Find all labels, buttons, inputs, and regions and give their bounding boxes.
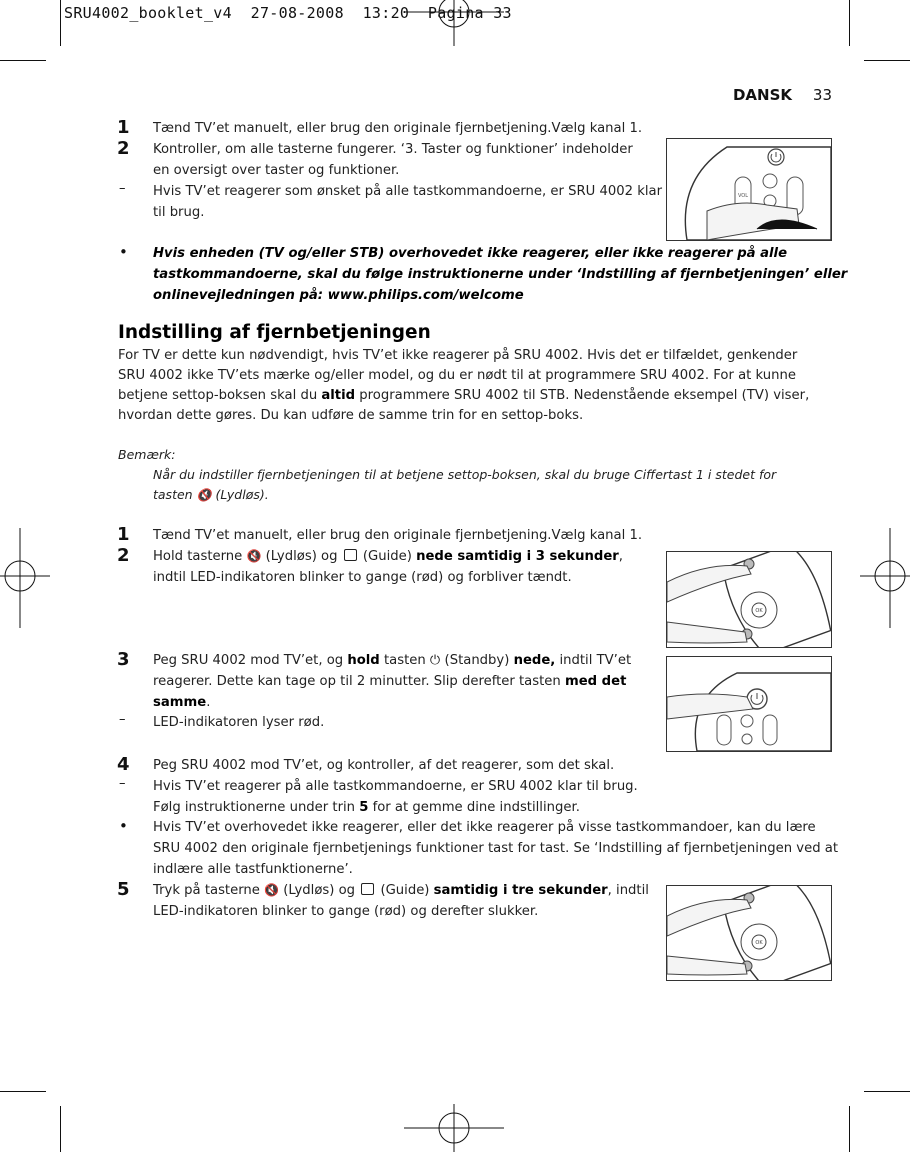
step-text: Kontroller, om alle tasterne fungerer. ‘3. Taster og funktioner’ indeholder	[153, 142, 633, 157]
mute-icon: 🔇	[196, 488, 212, 502]
step-text: Tænd TV’et manuelt, eller brug den originale fjernbetjening.Vælg kanal 1.	[153, 528, 643, 543]
header-language: DANSK	[732, 86, 792, 104]
step-text: reagerer. Dette kan tage op til 2 minutter. Slip derefter tasten med det	[153, 674, 627, 689]
crop-mark	[864, 60, 910, 61]
step-number: 2	[117, 545, 130, 566]
print-slug: SRU4002_booklet_v4 27-08-2008 13:20 Pagina 33	[64, 4, 512, 22]
step-text: indtil LED-indikatoren blinker to gange (rød) og forbliver tændt.	[153, 570, 572, 585]
step-number: 1	[117, 524, 130, 545]
bullet: •	[119, 817, 128, 835]
step-text: Peg SRU 4002 mod TV’et, og hold tasten ⏻ (Standby) nede, indtil TV’et	[153, 653, 632, 668]
crop-mark	[849, 0, 850, 46]
result-text: Følg instruktionerne under trin 5 for at gemme dine indstillinger.	[153, 800, 580, 815]
note-label: Bemærk:	[118, 447, 176, 462]
page-number: 33	[812, 86, 832, 104]
guide-icon	[344, 549, 357, 561]
paragraph-line: hvordan dette gøres. Du kan udføre de samme trin for en settop-boks.	[118, 408, 584, 423]
ok-label: OK	[755, 940, 763, 946]
registration-mark	[860, 528, 910, 628]
dash: –	[119, 776, 126, 791]
crop-mark	[0, 60, 46, 61]
step-text: en oversigt over taster og funktioner.	[153, 163, 400, 178]
step-number: 2	[117, 138, 130, 159]
note-text: tasten 🔇 (Lydløs).	[153, 487, 269, 502]
registration-mark	[0, 528, 50, 628]
bullet-text: SRU 4002 den originale fjernbetjenings funktioner tast for tast. Se ‘Indstilling af fjernbetjeningen ved at	[153, 841, 839, 856]
step-number: 1	[117, 117, 130, 138]
warning-text: onlinevejledningen på: www.philips.com/welcome	[153, 288, 524, 303]
registration-mark	[404, 1104, 504, 1152]
step-text: LED-indikatoren blinker to gange (rød) og derefter slukker.	[153, 904, 539, 919]
bullet: •	[119, 243, 128, 261]
result-text: Hvis TV’et reagerer på alle tastkommandoerne, er SRU 4002 klar til brug.	[153, 779, 638, 794]
mute-icon: 🔇	[246, 549, 262, 563]
bullet-text: Hvis TV’et overhovedet ikke reagerer, eller det ikke reagerer på visse tastkommandoer, kan du lære	[153, 820, 816, 835]
step-number: 3	[117, 649, 130, 670]
result-text: Hvis TV’et reagerer som ønsket på alle tastkommandoerne, er SRU 4002 klar	[153, 184, 663, 199]
remote-illustration	[666, 138, 832, 241]
warning-text: tastkommandoerne, skal du følge instruktionerne under ‘Indstilling af fjernbetjeningen’ eller	[153, 267, 848, 282]
crop-mark	[849, 1106, 850, 1152]
crop-mark	[0, 1091, 46, 1092]
result-text: til brug.	[153, 205, 205, 220]
warning-text: Hvis enheden (TV og/eller STB) overhovedet ikke reagerer, eller ikke reagerer på alle	[153, 246, 788, 261]
remote-illustration	[666, 656, 832, 752]
paragraph-line: For TV er dette kun nødvendigt, hvis TV’et ikke reagerer på SRU 4002. Hvis det er tilfældet, genkender	[118, 348, 798, 363]
step-text: Peg SRU 4002 mod TV’et, og kontroller, af det reagerer, som det skal.	[153, 758, 615, 773]
step-text: Hold tasterne 🔇 (Lydløs) og (Guide) nede samtidig i 3 sekunder,	[153, 549, 623, 564]
remote-illustration	[666, 885, 832, 981]
bullet-text: indlære alle tastfunktionerne’.	[153, 862, 353, 877]
paragraph-line: SRU 4002 ikke TV’ets mærke og/eller model, og du er nødt til at programmere SRU 4002. For at kunne	[118, 368, 796, 383]
section-heading: Indstilling af fjernbetjeningen	[118, 322, 431, 343]
mute-icon: 🔇	[264, 883, 280, 897]
dash: –	[119, 712, 126, 727]
crop-mark	[864, 1091, 910, 1092]
step-text: Tryk på tasterne 🔇 (Lydløs) og (Guide) samtidig i tre sekunder, indtil	[153, 883, 649, 898]
vol-label: VOL	[737, 193, 749, 199]
paragraph-line: betjene settop-boksen skal du altid programmere SRU 4002 til STB. Nedenstående eksempel (TV) viser,	[118, 388, 810, 403]
note-text: Når du indstiller fjernbetjeningen til at betjene settop-boksen, skal du bruge Ciffertast 1 i stedet for	[153, 467, 777, 482]
crop-mark	[60, 0, 61, 46]
power-icon: ⏻	[429, 653, 441, 668]
crop-mark	[60, 1106, 61, 1152]
step-text: samme.	[153, 695, 211, 710]
step-number: 5	[117, 879, 130, 900]
guide-icon	[361, 883, 374, 895]
step-number: 4	[117, 754, 130, 775]
remote-illustration	[666, 551, 832, 648]
result-text: LED-indikatoren lyser rød.	[153, 715, 325, 730]
dash: –	[119, 181, 126, 196]
step-text: Tænd TV’et manuelt, eller brug den originale fjernbetjening.Vælg kanal 1.	[153, 121, 643, 136]
ok-label: OK	[755, 608, 763, 614]
